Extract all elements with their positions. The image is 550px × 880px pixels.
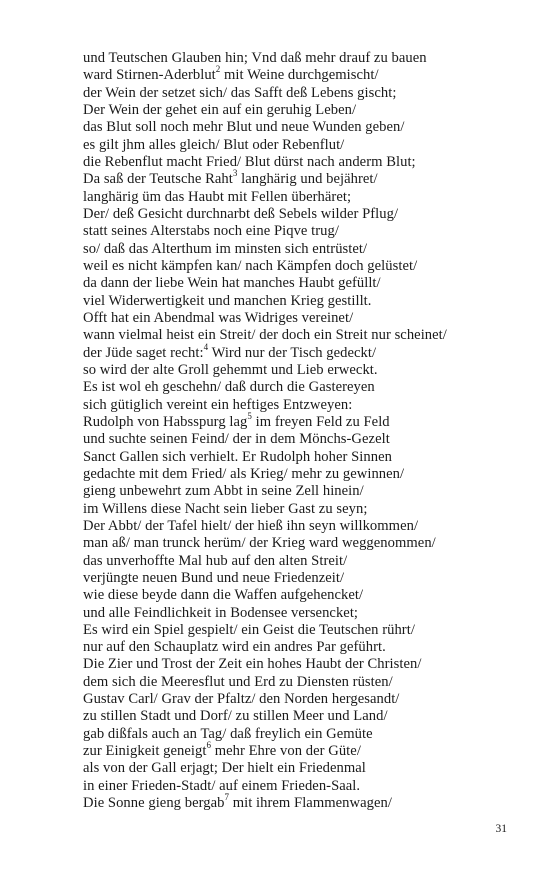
verse-text: so wird der alte Groll gehemmt und Lieb erweckt.	[83, 361, 378, 378]
verse-line	[83, 760, 503, 777]
verse-text: langhärig üm das Haubt mit Fellen überhäret;	[83, 188, 352, 205]
verse-line	[83, 119, 503, 136]
verse-line	[83, 137, 503, 154]
verse-line	[83, 778, 503, 795]
verse-text-continued: im freyen Feld zu Feld	[251, 413, 390, 430]
verse-line	[83, 258, 503, 275]
verse-text: das Blut soll noch mehr Blut und neue Wunden geben/	[83, 119, 405, 136]
verse-line	[83, 553, 503, 570]
verse-line	[83, 397, 503, 414]
verse-text: Es wird ein Spiel gespielt/ ein Geist die Teutschen rührt/	[83, 621, 415, 638]
verse-text: im Willens diese Nacht sein lieber Gast zu seyn;	[83, 500, 368, 517]
verse-line	[83, 518, 503, 535]
verse-text-continued: mit Weine durchgemischt/	[220, 67, 379, 84]
verse-line	[83, 466, 503, 483]
verse-text: man aß/ man trunck herüm/ der Krieg ward weggenommen/	[83, 535, 436, 552]
verse-text-continued: langhärig und bejähret/	[237, 171, 378, 188]
poem-text-block	[83, 50, 503, 812]
footnote-marker: 7	[224, 792, 230, 803]
verse-line	[83, 85, 503, 102]
page-number: 31	[495, 823, 507, 835]
verse-text: so/ daß das Alterthum im minsten sich entrüstet/	[83, 240, 368, 257]
verse-text: nur auf den Schauplatz wird ein andres Par geführt.	[83, 639, 386, 656]
verse-text: als von der Gall erjagt; Der hielt ein Friedenmal	[83, 760, 366, 777]
verse-text: Rudolph von Habsspurg lag	[83, 413, 248, 430]
footnote-marker: 3	[232, 168, 238, 179]
verse-text: viel Widerwertigkeit und manchen Krieg gestillt.	[83, 292, 372, 309]
verse-line	[83, 310, 503, 327]
verse-line	[83, 622, 503, 639]
verse-text: Der/ deß Gesicht durchnarbt deß Sebels wilder Pflug/	[83, 205, 399, 222]
footnote-marker: 2	[215, 64, 221, 75]
verse-line	[83, 206, 503, 223]
verse-text: Der Wein der gehet ein auf ein geruhig Leben/	[83, 101, 357, 118]
verse-line	[83, 275, 503, 292]
verse-line	[83, 168, 503, 188]
verse-line	[83, 223, 503, 240]
verse-text: in einer Frieden-Stadt/ auf einem Frieden-Saal.	[83, 777, 361, 794]
verse-text: Die Zier und Trost der Zeit ein hohes Haubt der Christen/	[83, 656, 422, 673]
verse-line	[83, 341, 503, 362]
verse-text: der Wein der setzet sich/ das Safft deß Lebens gischt;	[83, 84, 397, 101]
verse-text: sich gütiglich vereint ein heftiges Entzweyen:	[83, 396, 353, 413]
verse-text: weil es nicht kämpfen kan/ nach Kämpfen doch gelüstet/	[83, 257, 418, 274]
verse-text: und Teutschen Glauben hin; Vnd daß mehr drauf zu bauen	[83, 50, 427, 66]
verse-line	[83, 241, 503, 258]
verse-line	[83, 189, 503, 206]
verse-text: gedachte mit dem Fried/ als Krieg/ mehr zu gewinnen/	[83, 465, 405, 482]
verse-line	[83, 656, 503, 673]
verse-line	[83, 605, 503, 622]
verse-text: Der Abbt/ der Tafel hielt/ der hieß ihn seyn willkommen/	[83, 517, 419, 534]
verse-text: es gilt jhm alles gleich/ Blut oder Rebenflut/	[83, 136, 345, 153]
verse-text: dem sich die Meeresflut und Erd zu Diensten rüsten/	[83, 673, 393, 690]
verse-text: und alle Feindlichkeit in Bodensee versencket;	[83, 604, 359, 621]
verse-text: Gustav Carl/ Grav der Pfaltz/ den Norden hergesandt/	[83, 691, 400, 708]
verse-line	[83, 587, 503, 604]
footnote-marker: 5	[247, 411, 252, 422]
verse-line	[83, 570, 503, 587]
verse-line	[83, 726, 503, 743]
verse-line	[83, 792, 503, 812]
verse-line	[83, 708, 503, 725]
verse-line	[83, 691, 503, 708]
verse-text: verjüngte neuen Bund und neue Friedenzeit/	[83, 569, 345, 586]
verse-line	[83, 449, 503, 466]
verse-text-continued: Wird nur der Tisch gedeckt/	[208, 344, 377, 361]
verse-line	[83, 740, 503, 760]
verse-text: wie diese beyde dann die Waffen aufgehencket/	[83, 587, 364, 604]
verse-text: gab dißfals auch an Tag/ daß freylich ein Gemüte	[83, 725, 373, 742]
verse-text: zur Einigkeit geneigt	[83, 743, 207, 760]
verse-text: der Jüde saget recht:	[83, 344, 204, 361]
verse-text: die Rebenflut macht Fried/ Blut dürst nach anderm Blut;	[83, 153, 416, 170]
verse-text: Sanct Gallen sich verhielt. Er Rudolph hoher Sinnen	[83, 448, 392, 465]
verse-line	[83, 674, 503, 691]
verse-text: gieng unbewehrt zum Abbt in seine Zell hinein/	[83, 483, 364, 500]
verse-line	[83, 293, 503, 310]
verse-line	[83, 64, 503, 84]
verse-text-continued: mehr Ehre von der Güte/	[211, 743, 361, 760]
verse-text: wann vielmal heist ein Streit/ der doch ein Streit nur scheinet/	[83, 327, 447, 344]
verse-line	[83, 535, 503, 552]
verse-text-continued: mit ihrem Flammenwagen/	[229, 795, 392, 812]
verse-line	[83, 102, 503, 119]
footnote-marker: 4	[203, 341, 209, 352]
verse-line	[83, 501, 503, 518]
verse-text: und suchte seinen Feind/ der in dem Mönchs-Gezelt	[83, 431, 390, 448]
verse-line	[83, 483, 503, 500]
verse-text: Die Sonne gieng bergab	[83, 795, 225, 812]
verse-line	[83, 411, 503, 431]
verse-line	[83, 431, 503, 448]
verse-text: Da saß der Teutsche Raht	[83, 171, 233, 188]
verse-text: ward Stirnen-Aderblut	[83, 67, 216, 84]
verse-text: Es ist wol eh geschehn/ daß durch die Gastereyen	[83, 379, 375, 396]
verse-line	[83, 327, 503, 344]
verse-text: Offt hat ein Abendmal was Widriges vereinet/	[83, 309, 354, 326]
footnote-marker: 6	[206, 740, 211, 751]
verse-line	[83, 639, 503, 656]
verse-line	[83, 50, 503, 67]
verse-line	[83, 379, 503, 396]
verse-text: statt seines Alterstabs noch eine Piqve trug/	[83, 223, 339, 240]
verse-text: da dann der liebe Wein hat manches Haubt gefüllt/	[83, 275, 381, 292]
verse-line	[83, 154, 503, 171]
verse-line	[83, 362, 503, 379]
verse-text: zu stillen Stadt und Dorf/ zu stillen Meer und Land/	[83, 708, 388, 725]
verse-text: das unverhoffte Mal hub auf den alten Streit/	[83, 552, 348, 569]
